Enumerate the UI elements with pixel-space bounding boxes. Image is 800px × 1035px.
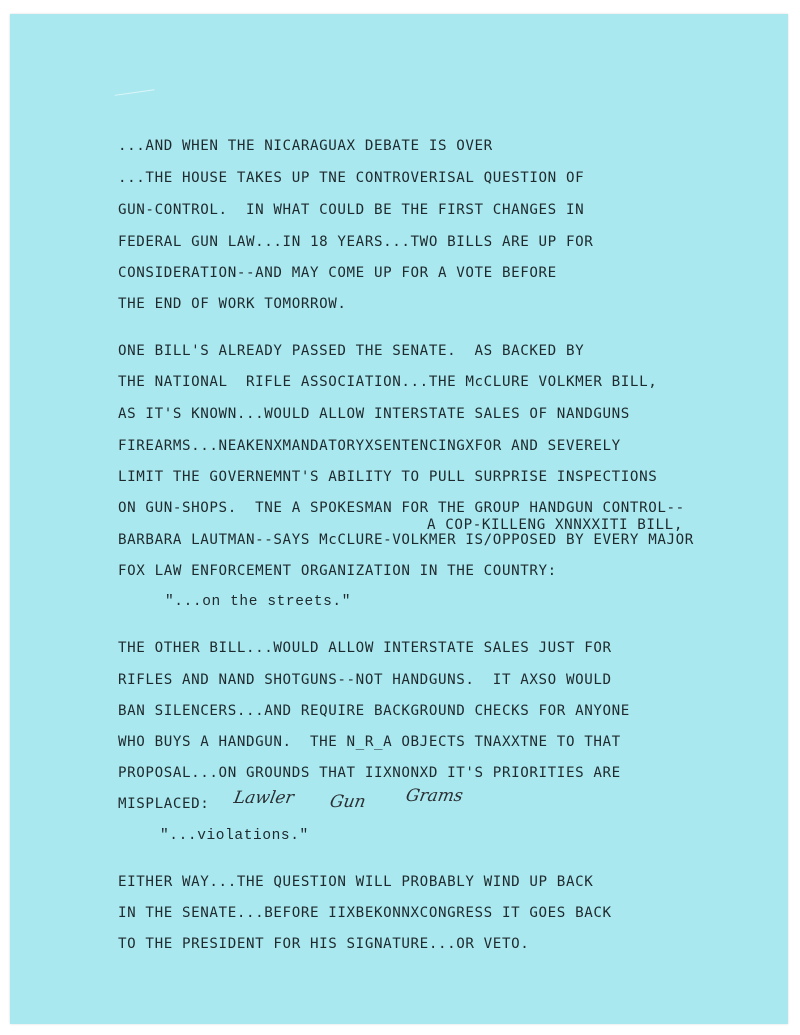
text-line: BARBARA LAUTMAN--SAYS McCLURE-VOLKMER IS/OPPOSED BY EVERY MAJOR [118, 532, 694, 548]
quote-line: "...violations." [160, 828, 309, 844]
text-line: MISPLACED: [118, 796, 210, 812]
text-line: THE NATIONAL RIFLE ASSOCIATION...THE McCLURE VOLKMER BILL, [118, 374, 658, 390]
text-line: THE OTHER BILL...WOULD ALLOW INTERSTATE SALES JUST FOR [118, 640, 612, 656]
text-line: FEDERAL GUN LAW...IN 18 YEARS...TWO BILLS ARE UP FOR [118, 234, 594, 250]
text-line: EITHER WAY...THE QUESTION WILL PROBABLY WIND UP BACK [118, 874, 594, 890]
text-line: THE END OF WORK TOMORROW. [118, 296, 347, 312]
text-line: ONE BILL'S ALREADY PASSED THE SENATE. AS BACKED BY [118, 343, 585, 359]
text-line: ...THE HOUSE TAKES UP TNE CONTROVERISAL QUESTION OF [118, 170, 585, 186]
text-line: IN THE SENATE...BEFORE IIXBEKONNXCONGRESS IT GOES BACK [118, 905, 612, 921]
handwritten-note: Lawler [232, 788, 296, 808]
text-line: PROPOSAL...ON GROUNDS THAT IIXNONXD IT'S PRIORITIES ARE [118, 765, 621, 781]
text-line: CONSIDERATION--AND MAY COME UP FOR A VOTE BEFORE [118, 265, 557, 281]
typed-page [10, 14, 788, 1024]
text-line: WHO BUYS A HANDGUN. THE N_R_A OBJECTS TNAXXTNE TO THAT [118, 734, 621, 750]
text-line: ...AND WHEN THE NICARAGUAX DEBATE IS OVER [118, 138, 493, 154]
text-line: GUN-CONTROL. IN WHAT COULD BE THE FIRST CHANGES IN [118, 202, 585, 218]
text-line: BAN SILENCERS...AND REQUIRE BACKGROUND CHECKS FOR ANYONE [118, 703, 630, 719]
text-line: AS IT'S KNOWN...WOULD ALLOW INTERSTATE SALES OF NANDGUNS [118, 406, 630, 422]
text-line: ON GUN-SHOPS. TNE A SPOKESMAN FOR THE GROUP HANDGUN CONTROL-- [118, 500, 685, 516]
text-line: RIFLES AND NAND SHOTGUNS--NOT HANDGUNS. IT AXSO WOULD [118, 672, 612, 688]
quote-line: "...on the streets." [165, 594, 352, 610]
insertion-line: A COP-KILLENG XNNXXITI BILL, [427, 517, 683, 533]
handwritten-note: Grams [404, 786, 465, 806]
paper-mark [115, 89, 156, 101]
text-line: TO THE PRESIDENT FOR HIS SIGNATURE...OR VETO. [118, 936, 530, 952]
handwritten-note: Gun [328, 792, 368, 812]
text-line: FIREARMS...NEAKENXMANDATORYXSENTENCINGXFOR AND SEVERELY [118, 438, 621, 454]
text-line: FOX LAW ENFORCEMENT ORGANIZATION IN THE COUNTRY: [118, 563, 557, 579]
text-line: LIMIT THE GOVERNEMNT'S ABILITY TO PULL SURPRISE INSPECTIONS [118, 469, 658, 485]
